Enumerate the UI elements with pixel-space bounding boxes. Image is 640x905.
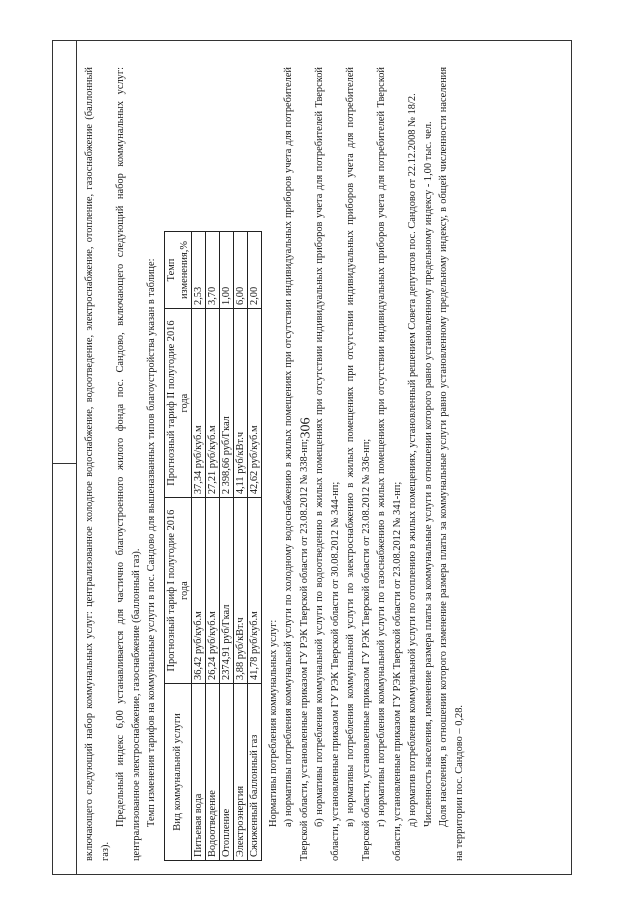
table-cell-tariff-h2: 42,62 руб/куб.м: [247, 309, 261, 498]
table-header-rate: Темп изменения,%: [164, 232, 191, 309]
paragraph-norm-d: г) нормативы потребления коммунальной услуги по газоснабжению в жилых помещениях при отсутствии индивидуальных приборов учета для потребителей Тверской области, установленные приказом ГУ РЭК Тверской области от 23.08.2012 № 341-нп;: [376, 67, 403, 861]
paragraph-norm-e: д) норматив потребления коммунальной услуги по отоплению в жилых помещениях, установленный решением Совета депутатов пос. Сандово от 22.12.2008 № 18/2.: [407, 93, 418, 827]
table-cell-tariff-h2: 27,21 руб/куб.м: [205, 309, 219, 498]
paragraph-population: Численность населения, изменение размера платы за коммунальные услуги в отношении которого равно установленному предельному индексу - 1,00 тыс. чел.: [422, 121, 434, 827]
table-header-tariff-h1: Прогнозный тариф I полугодие 2016 года: [164, 498, 191, 684]
table-cell-tariff-h1: 41,78 руб/куб.м: [247, 498, 261, 684]
paragraph-population-share: Доля населения, в отношении которого изменение размера платы за коммунальные услуги равно установленному предельному индексу, в общей численности населения на территории пос. Сандово – 0,28.: [438, 67, 465, 861]
table-cell-tariff-h2: 2 398,66 руб/Гкал: [219, 309, 233, 498]
frame-left-line: [52, 40, 53, 875]
table-cell-tariff-h1: 3,88 руб/кВт.ч: [233, 498, 247, 684]
table-row: [247, 232, 261, 861]
table-header-row: [164, 232, 191, 861]
table-cell-rate: 6,00: [233, 232, 247, 309]
table-row: [233, 232, 247, 861]
table-cell-rate: 1,00: [219, 232, 233, 309]
paragraph-norm-b: б) нормативы потребления коммунальной услуги по водоотведению в жилых помещениях при отсутствии индивидуальных приборов учета для потребителей Тверской области, установленные приказом ГУ РЭК Тверской области от 30.08.2012 № 344-нп;: [314, 67, 341, 861]
table-cell-tariff-h1: 26,24 руб/куб.м: [205, 498, 219, 684]
frame-bottom-line: [52, 874, 572, 875]
paragraph-norm-c: в) нормативы потребления коммунальной услуги по электроснабжению в жилых помещениях при отсутствии индивидуальных приборов учета для потребителей Тверской области, установленные приказом ГУ РЭК Тверской области от 23.08.2012 № 336-нп;: [345, 67, 372, 861]
table-cell-rate: 2,53: [191, 232, 205, 309]
table-header-tariff-h2: Прогнозный тариф II полугодие 2016 года: [164, 309, 191, 498]
document-body: [78, 59, 578, 869]
frame-top-line: [52, 40, 572, 41]
table-cell-tariff-h2: 4,11 руб/кВт.ч: [233, 309, 247, 498]
paragraph-norms-heading: Нормативы потребления коммунальных услуг:: [267, 619, 279, 827]
table-cell-rate: 3,70: [205, 232, 219, 309]
page-number: 306: [298, 417, 314, 439]
frame-row-divider: [52, 463, 77, 464]
table-row: [205, 232, 219, 861]
table-cell-service: Сжиженный баллонный газ: [247, 684, 261, 861]
table-cell-tariff-h1: 36,42 руб/куб.м: [191, 498, 205, 684]
table-cell-service: Электроэнергия: [233, 684, 247, 861]
table-header-service: Вид коммунальной услуги: [164, 684, 191, 861]
table-cell-service: Отопление: [219, 684, 233, 861]
paragraph-intro: включающего следующий набор коммунальных услуг: централизованное холодное водоснабжение, водоотведение, электроснабжение, отопление, газоснабжение (баллонный газ).: [84, 67, 111, 861]
table-row: [219, 232, 233, 861]
table-cell-rate: 2,00: [247, 232, 261, 309]
table-cell-service: Водоотведение: [205, 684, 219, 861]
tariff-table: [164, 231, 262, 861]
table-row: [191, 232, 205, 861]
paragraph-index: Предельный индекс 6,00 устанавливается для частично благоустроенного жилого фонда пос. Сандово, включающего следующий набор коммунальных услуг: централизованное электроснабжение, газоснабжение (баллонный газ).: [115, 67, 142, 861]
paragraph-norm-a: а) нормативы потребления коммунальной услуги по холодному водоснабжению в жилых помещениях при отсутствии индивидуальных приборов учета для потребителей Тверской области, установленные приказом ГУ РЭК Тверской области от 23.08.2012 № 338-нп;: [283, 67, 310, 861]
table-cell-tariff-h1: 2374,91 руб/Гкал: [219, 498, 233, 684]
table-cell-tariff-h2: 37,34 руб/куб.м: [191, 309, 205, 498]
table-cell-service: Питьевая вода: [191, 684, 205, 861]
paragraph-table-intro: Темп изменения тарифов на коммунальные услуги в пос. Сандово для вышеназванных типов благоустройства указан в таблице:: [146, 258, 157, 827]
frame-column-divider: [76, 40, 77, 875]
